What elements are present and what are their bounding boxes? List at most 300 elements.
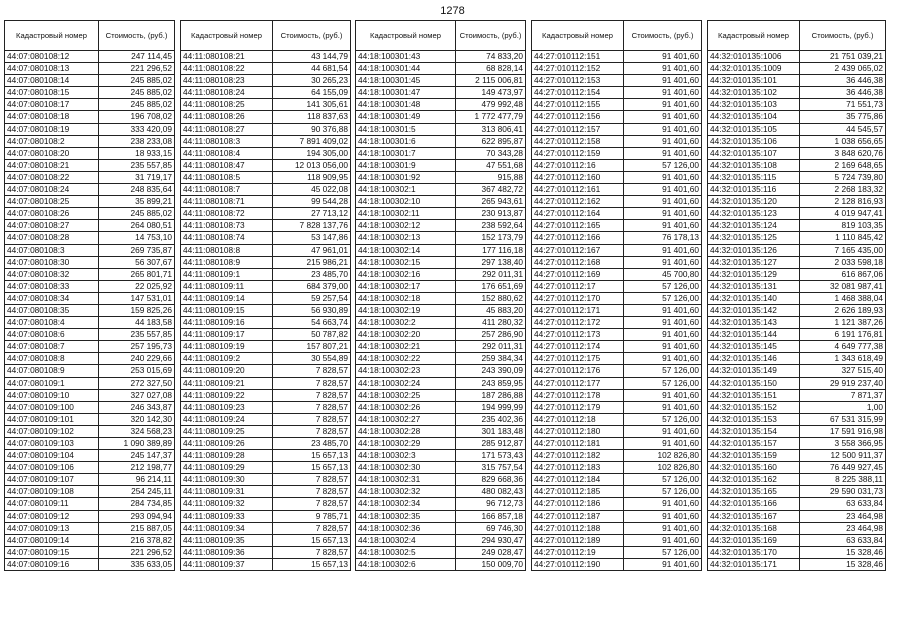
table-row	[356, 268, 526, 280]
cadastral-number-cell: 44:07:080108:32	[5, 268, 99, 280]
cost-cell: 7 828,57	[273, 522, 351, 534]
cost-cell: 12 500 911,37	[800, 450, 886, 462]
cadastral-number-cell: 44:11:080108:73	[181, 220, 273, 232]
cost-cell: 622 895,87	[456, 135, 526, 147]
cadastral-number-cell: 44:32:010135:151	[708, 389, 800, 401]
table-row	[181, 280, 351, 292]
table-row	[356, 208, 526, 220]
cadastral-number-cell: 44:18:100301:44	[356, 63, 456, 75]
cost-cell: 7 828,57	[273, 365, 351, 377]
table-row	[181, 232, 351, 244]
table-row	[5, 486, 175, 498]
cost-cell: 91 401,60	[624, 171, 702, 183]
table-row	[532, 99, 702, 111]
cadastral-number-cell: 44:07:080109:14	[5, 534, 99, 546]
cost-cell: 2 268 183,32	[800, 184, 886, 196]
cadastral-number-cell: 44:27:010112:16	[532, 159, 624, 171]
table-row	[532, 87, 702, 99]
cost-cell: 159 825,26	[99, 304, 175, 316]
cadastral-number-cell: 44:18:100302:22	[356, 353, 456, 365]
cost-cell: 36 446,38	[800, 75, 886, 87]
table-row	[181, 353, 351, 365]
cadastral-number-cell: 44:32:010135:162	[708, 474, 800, 486]
table-row	[181, 123, 351, 135]
table-row	[356, 51, 526, 63]
cost-cell: 91 401,60	[624, 63, 702, 75]
cadastral-number-cell: 44:27:010112:171	[532, 304, 624, 316]
cadastral-number-cell: 44:18:100301:9	[356, 159, 456, 171]
cadastral-number-cell: 44:32:010135:126	[708, 244, 800, 256]
cost-cell: 257 195,73	[99, 341, 175, 353]
cost-cell: 47 961,01	[273, 244, 351, 256]
cadastral-number-cell: 44:11:080108:71	[181, 196, 273, 208]
table-row	[356, 353, 526, 365]
cost-cell: 29 590 031,73	[800, 486, 886, 498]
table-row	[356, 474, 526, 486]
cadastral-number-cell: 44:11:080109:35	[181, 534, 273, 546]
cost-cell: 235 557,85	[99, 159, 175, 171]
table-row	[532, 63, 702, 75]
table-row	[181, 87, 351, 99]
table-row	[5, 268, 175, 280]
cadastral-number-cell: 44:07:080108:19	[5, 123, 99, 135]
table-row	[181, 462, 351, 474]
table-row	[532, 75, 702, 87]
cost-cell: 245 885,02	[99, 99, 175, 111]
table-row	[532, 111, 702, 123]
cost-cell: 3 848 620,76	[800, 147, 886, 159]
cost-cell: 6 191 176,81	[800, 329, 886, 341]
cost-cell: 7 871,37	[800, 389, 886, 401]
table-row	[181, 147, 351, 159]
table-row	[532, 498, 702, 510]
cadastral-number-cell: 44:32:010135:146	[708, 353, 800, 365]
cadastral-number-cell: 44:11:080108:26	[181, 111, 273, 123]
cadastral-number-cell: 44:07:080108:14	[5, 75, 99, 87]
cost-cell: 2 169 648,65	[800, 159, 886, 171]
cadastral-number-cell: 44:32:010135:127	[708, 256, 800, 268]
cadastral-number-cell: 44:07:080109:107	[5, 474, 99, 486]
cadastral-number-cell: 44:27:010112:162	[532, 196, 624, 208]
table-row	[181, 413, 351, 425]
cost-cell: 235 402,36	[456, 413, 526, 425]
cost-cell: 149 473,97	[456, 87, 526, 99]
cadastral-number-cell: 44:07:080108:27	[5, 220, 99, 232]
cadastral-number-cell: 44:32:010135:150	[708, 377, 800, 389]
cost-cell: 292 011,31	[456, 268, 526, 280]
cadastral-number-cell: 44:27:010112:176	[532, 365, 624, 377]
cost-cell: 96 712,73	[456, 498, 526, 510]
table-row	[181, 256, 351, 268]
cost-cell: 1 772 477,79	[456, 111, 526, 123]
table-row	[532, 558, 702, 570]
cost-cell: 91 401,60	[624, 558, 702, 570]
cadastral-number-cell: 44:32:010135:160	[708, 462, 800, 474]
cadastral-number-cell: 44:07:080108:24	[5, 184, 99, 196]
table-row	[5, 208, 175, 220]
cadastral-number-cell: 44:07:080108:17	[5, 99, 99, 111]
table-row	[708, 365, 886, 377]
table-row	[532, 413, 702, 425]
cost-cell: 819 103,35	[800, 220, 886, 232]
cadastral-number-cell: 44:27:010112:167	[532, 244, 624, 256]
cost-cell: 221 296,52	[99, 546, 175, 558]
cost-cell: 91 401,60	[624, 75, 702, 87]
cost-cell: 47 551,68	[456, 159, 526, 171]
column-header-cost: Стоимость, (руб.)	[800, 21, 886, 51]
cadastral-number-cell: 44:32:010135:1006	[708, 51, 800, 63]
cadastral-number-cell: 44:27:010112:160	[532, 171, 624, 183]
cadastral-number-cell: 44:32:010135:166	[708, 498, 800, 510]
table-row	[5, 413, 175, 425]
table-row	[5, 99, 175, 111]
cost-cell: 102 826,80	[624, 462, 702, 474]
cost-cell: 254 245,11	[99, 486, 175, 498]
cadastral-number-cell: 44:32:010135:144	[708, 329, 800, 341]
cost-cell: 367 482,72	[456, 184, 526, 196]
cadastral-number-cell: 44:11:080108:22	[181, 63, 273, 75]
cost-cell: 253 015,69	[99, 365, 175, 377]
table-row	[5, 365, 175, 377]
cadastral-number-cell: 44:18:100301:92	[356, 171, 456, 183]
table-row	[181, 425, 351, 437]
table-row	[5, 389, 175, 401]
cost-cell: 1,00	[800, 401, 886, 413]
cadastral-number-cell: 44:07:080108:8	[5, 353, 99, 365]
cadastral-number-cell: 44:27:010112:168	[532, 256, 624, 268]
cadastral-number-cell: 44:27:010112:159	[532, 147, 624, 159]
cost-cell: 64 155,09	[273, 87, 351, 99]
cadastral-number-cell: 44:32:010135:153	[708, 413, 800, 425]
table-row	[356, 244, 526, 256]
cost-cell: 297 138,40	[456, 256, 526, 268]
cadastral-number-cell: 44:07:080109:101	[5, 413, 99, 425]
cadastral-number-cell: 44:27:010112:157	[532, 123, 624, 135]
cadastral-number-cell: 44:18:100302:2	[356, 317, 456, 329]
cost-cell: 269 735,87	[99, 244, 175, 256]
cadastral-number-cell: 44:07:080109:1	[5, 377, 99, 389]
cadastral-number-cell: 44:32:010135:108	[708, 159, 800, 171]
table-row	[356, 280, 526, 292]
page-number: 1278	[440, 5, 465, 17]
cadastral-number-cell: 44:32:010135:102	[708, 87, 800, 99]
table-row	[532, 123, 702, 135]
cadastral-number-cell: 44:27:010112:175	[532, 353, 624, 365]
cadastral-number-cell: 44:07:080109:102	[5, 425, 99, 437]
table-row	[356, 401, 526, 413]
cost-cell: 152 173,79	[456, 232, 526, 244]
table-row	[532, 232, 702, 244]
table-row	[708, 462, 886, 474]
cost-cell: 99 544,28	[273, 196, 351, 208]
cadastral-number-cell: 44:11:080109:17	[181, 329, 273, 341]
cadastral-number-cell: 44:07:080108:2	[5, 135, 99, 147]
table-row	[5, 522, 175, 534]
cadastral-number-cell: 44:07:080108:13	[5, 63, 99, 75]
cadastral-number-cell: 44:18:100302:14	[356, 244, 456, 256]
table-row	[532, 462, 702, 474]
table-row	[532, 425, 702, 437]
cost-cell: 327 515,40	[800, 365, 886, 377]
table-row	[5, 304, 175, 316]
table-row	[181, 304, 351, 316]
table-row	[181, 438, 351, 450]
table-row	[708, 510, 886, 522]
table-row	[181, 220, 351, 232]
cadastral-number-cell: 44:32:010135:154	[708, 425, 800, 437]
cost-cell: 235 557,85	[99, 329, 175, 341]
cost-cell: 76 449 927,45	[800, 462, 886, 474]
cadastral-number-cell: 44:27:010112:153	[532, 75, 624, 87]
cost-cell: 57 126,00	[624, 546, 702, 558]
cost-cell: 91 401,60	[624, 208, 702, 220]
cost-cell: 57 126,00	[624, 365, 702, 377]
cadastral-number-cell: 44:32:010135:143	[708, 317, 800, 329]
cost-cell: 245 885,02	[99, 87, 175, 99]
table-row	[708, 280, 886, 292]
cost-cell: 57 126,00	[624, 486, 702, 498]
cadastral-number-cell: 44:07:080109:106	[5, 462, 99, 474]
cost-cell: 245 885,02	[99, 75, 175, 87]
cadastral-number-cell: 44:07:080108:21	[5, 159, 99, 171]
cadastral-number-cell: 44:32:010135:131	[708, 280, 800, 292]
cost-cell: 1 121 387,26	[800, 317, 886, 329]
cost-cell: 23 464,98	[800, 510, 886, 522]
cadastral-table-2	[180, 20, 351, 571]
cadastral-number-cell: 44:27:010112:188	[532, 522, 624, 534]
cost-cell: 238 233,08	[99, 135, 175, 147]
cadastral-number-cell: 44:11:080109:23	[181, 401, 273, 413]
cadastral-number-cell: 44:18:100302:13	[356, 232, 456, 244]
cost-cell: 15 328,46	[800, 546, 886, 558]
cost-cell: 1 110 845,42	[800, 232, 886, 244]
table-row	[181, 401, 351, 413]
cadastral-number-cell: 44:07:080108:9	[5, 365, 99, 377]
table-row	[708, 498, 886, 510]
cost-cell: 4 649 777,38	[800, 341, 886, 353]
cost-cell: 249 028,47	[456, 546, 526, 558]
cadastral-number-cell: 44:11:080109:32	[181, 498, 273, 510]
table-row	[356, 317, 526, 329]
cadastral-number-cell: 44:27:010112:178	[532, 389, 624, 401]
table-row	[708, 558, 886, 570]
table-row	[708, 111, 886, 123]
cost-cell: 31 719,17	[99, 171, 175, 183]
cadastral-number-cell: 44:18:100302:10	[356, 196, 456, 208]
table-row	[532, 208, 702, 220]
table-row	[708, 87, 886, 99]
column-header-cadastral-number: Кадастровый номер	[532, 21, 624, 51]
cadastral-number-cell: 44:18:100302:26	[356, 401, 456, 413]
table-row	[356, 450, 526, 462]
table-row	[532, 486, 702, 498]
cost-cell: 91 401,60	[624, 438, 702, 450]
cost-cell: 245 147,37	[99, 450, 175, 462]
cost-cell: 12 013 056,00	[273, 159, 351, 171]
cadastral-number-cell: 44:32:010135:1009	[708, 63, 800, 75]
cadastral-number-cell: 44:27:010112:19	[532, 546, 624, 558]
table-row	[181, 208, 351, 220]
table-row	[532, 329, 702, 341]
column-header-cost: Стоимость, (руб.)	[99, 21, 175, 51]
cadastral-number-cell: 44:27:010112:173	[532, 329, 624, 341]
cost-cell: 315 757,54	[456, 462, 526, 474]
table-row	[532, 534, 702, 546]
cost-cell: 35 899,21	[99, 196, 175, 208]
cost-cell: 91 401,60	[624, 123, 702, 135]
column-header-cost: Стоимость, (руб.)	[456, 21, 526, 51]
cadastral-number-cell: 44:07:080109:103	[5, 438, 99, 450]
cost-cell: 30 554,89	[273, 353, 351, 365]
cadastral-number-cell: 44:07:080108:33	[5, 280, 99, 292]
table-row	[708, 304, 886, 316]
cost-cell: 67 531 315,99	[800, 413, 886, 425]
cadastral-number-cell: 44:11:080109:36	[181, 546, 273, 558]
cadastral-number-cell: 44:18:100302:34	[356, 498, 456, 510]
table-row	[356, 135, 526, 147]
cost-cell: 71 551,73	[800, 99, 886, 111]
cost-cell: 2 128 816,93	[800, 196, 886, 208]
cadastral-number-cell: 44:07:080109:104	[5, 450, 99, 462]
cadastral-number-cell: 44:11:080109:11	[181, 280, 273, 292]
table-row	[5, 196, 175, 208]
cost-cell: 8 225 388,11	[800, 474, 886, 486]
cost-cell: 17 591 916,98	[800, 425, 886, 437]
cadastral-number-cell: 44:27:010112:17	[532, 280, 624, 292]
cadastral-number-cell: 44:11:080109:19	[181, 341, 273, 353]
cost-cell: 21 751 039,21	[800, 51, 886, 63]
table-row	[181, 292, 351, 304]
cost-cell: 1 343 618,49	[800, 353, 886, 365]
cadastral-number-cell: 44:11:080109:15	[181, 304, 273, 316]
table-row	[708, 123, 886, 135]
cadastral-number-cell: 44:18:100301:43	[356, 51, 456, 63]
cadastral-number-cell: 44:07:080108:7	[5, 341, 99, 353]
cadastral-number-cell: 44:18:100302:1	[356, 184, 456, 196]
table-row	[532, 389, 702, 401]
table-row	[181, 196, 351, 208]
cost-cell: 15 657,13	[273, 558, 351, 570]
cadastral-number-cell: 44:18:100302:29	[356, 438, 456, 450]
table-row	[532, 268, 702, 280]
cadastral-number-cell: 44:32:010135:106	[708, 135, 800, 147]
cost-cell: 257 286,90	[456, 329, 526, 341]
cadastral-number-cell: 44:32:010135:103	[708, 99, 800, 111]
cadastral-number-cell: 44:07:080108:6	[5, 329, 99, 341]
cadastral-number-cell: 44:32:010135:120	[708, 196, 800, 208]
cadastral-number-cell: 44:11:080109:31	[181, 486, 273, 498]
table-row	[708, 184, 886, 196]
table-row	[708, 147, 886, 159]
table-row	[356, 111, 526, 123]
cost-cell: 7 828,57	[273, 413, 351, 425]
cost-cell: 245 885,02	[99, 208, 175, 220]
cost-cell: 68 828,14	[456, 63, 526, 75]
cost-cell: 7 828 137,76	[273, 220, 351, 232]
cadastral-number-cell: 44:32:010135:101	[708, 75, 800, 87]
cost-cell: 91 401,60	[624, 534, 702, 546]
cost-cell: 44 681,54	[273, 63, 351, 75]
cost-cell: 230 913,87	[456, 208, 526, 220]
table-row	[356, 546, 526, 558]
cost-cell: 63 633,84	[800, 498, 886, 510]
cost-cell: 91 401,60	[624, 244, 702, 256]
cadastral-number-cell: 44:11:080109:1	[181, 268, 273, 280]
cadastral-number-cell: 44:32:010135:152	[708, 401, 800, 413]
cost-cell: 411 280,32	[456, 317, 526, 329]
cost-cell: 30 265,23	[273, 75, 351, 87]
cost-cell: 215 887,05	[99, 522, 175, 534]
cadastral-number-cell: 44:07:080109:12	[5, 510, 99, 522]
table-row	[356, 498, 526, 510]
cadastral-number-cell: 44:11:080109:21	[181, 377, 273, 389]
cost-cell: 221 296,52	[99, 63, 175, 75]
table-row	[708, 317, 886, 329]
cost-cell: 2 115 006,81	[456, 75, 526, 87]
table-row	[532, 474, 702, 486]
table-row	[181, 171, 351, 183]
cost-cell: 15 657,13	[273, 450, 351, 462]
cadastral-number-cell: 44:18:100301:5	[356, 123, 456, 135]
table-row	[532, 510, 702, 522]
column-header-cadastral-number: Кадастровый номер	[181, 21, 273, 51]
cost-cell: 91 401,60	[624, 256, 702, 268]
cadastral-number-cell: 44:11:080109:14	[181, 292, 273, 304]
cadastral-number-cell: 44:18:100301:7	[356, 147, 456, 159]
table-row	[356, 63, 526, 75]
cost-cell: 152 880,62	[456, 292, 526, 304]
cost-cell: 90 376,88	[273, 123, 351, 135]
cadastral-number-cell: 44:32:010135:171	[708, 558, 800, 570]
table-row	[708, 486, 886, 498]
cost-cell: 196 708,02	[99, 111, 175, 123]
cost-cell: 7 828,57	[273, 425, 351, 437]
cadastral-number-cell: 44:11:080109:37	[181, 558, 273, 570]
cost-cell: 32 081 987,41	[800, 280, 886, 292]
cadastral-number-cell: 44:27:010112:184	[532, 474, 624, 486]
table-row	[5, 425, 175, 437]
cost-cell: 15 328,46	[800, 558, 886, 570]
table-row	[5, 159, 175, 171]
cost-cell: 91 401,60	[624, 510, 702, 522]
cadastral-number-cell: 44:18:100302:28	[356, 425, 456, 437]
cost-cell: 320 142,30	[99, 413, 175, 425]
table-row	[356, 184, 526, 196]
cadastral-number-cell: 44:27:010112:164	[532, 208, 624, 220]
table-row	[356, 171, 526, 183]
cost-cell: 479 992,48	[456, 99, 526, 111]
table-row	[5, 184, 175, 196]
cost-cell: 238 592,64	[456, 220, 526, 232]
cadastral-number-cell: 44:32:010135:145	[708, 341, 800, 353]
table-row	[181, 474, 351, 486]
table-row	[181, 51, 351, 63]
table-row	[532, 304, 702, 316]
cadastral-number-cell: 44:11:080108:47	[181, 159, 273, 171]
cost-cell: 194 305,00	[273, 147, 351, 159]
cadastral-number-cell: 44:32:010135:159	[708, 450, 800, 462]
cadastral-number-cell: 44:18:100301:49	[356, 111, 456, 123]
table-row	[708, 63, 886, 75]
table-row	[5, 498, 175, 510]
cost-cell: 57 126,00	[624, 377, 702, 389]
cost-cell: 91 401,60	[624, 220, 702, 232]
cadastral-number-cell: 44:27:010112:156	[532, 111, 624, 123]
cost-cell: 91 401,60	[624, 99, 702, 111]
table-row	[5, 462, 175, 474]
table-row	[5, 220, 175, 232]
cost-cell: 96 214,11	[99, 474, 175, 486]
